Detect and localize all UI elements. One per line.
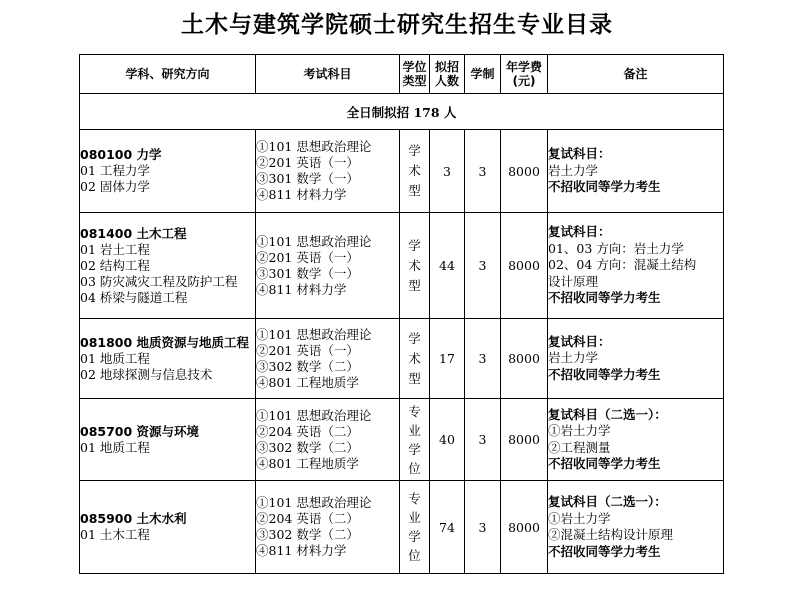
duration-cell: 3 (465, 399, 501, 481)
fee-cell: 8000 (501, 481, 548, 574)
fee-cell: 8000 (501, 130, 548, 213)
table-header-row (80, 55, 724, 94)
page-title: 土木与建筑学院硕士研究生招生专业目录 (181, 11, 613, 38)
header-degree-type: 学位 类型 (400, 55, 430, 94)
header-notes: 备注 (548, 55, 724, 94)
header-major: 学科、研究方向 (80, 55, 256, 94)
table-row (80, 399, 724, 481)
notes-cell: 复试科目（二选一）： ①岩土力学 ②混凝土结构设计原理 不招收同等学力考生 (548, 481, 724, 574)
exam-cell: ①101 思想政治理论 ②201 英语（一） ③302 数学（二） ④801 工程地质学 (256, 319, 400, 399)
exam-cell: ①101 思想政治理论 ②204 英语（二） ③302 数学（二） ④811 材料力学 (256, 481, 400, 574)
quota-cell: 40 (430, 399, 465, 481)
exam-cell: ①101 思想政治理论 ②201 英语（一） ③301 数学（一） ④811 材料力学 (256, 213, 400, 319)
table-row (80, 319, 724, 399)
quota-cell: 44 (430, 213, 465, 319)
section-title: 全日制拟招 178 人 (80, 94, 724, 130)
degree-type-cell: 学 术 型 (400, 319, 430, 399)
exam-cell: ①101 思想政治理论 ②204 英语（二） ③302 数学（二） ④801 工程地质学 (256, 399, 400, 481)
header-exam: 考试科目 (256, 55, 400, 94)
notes-cell: 复试科目（二选一）： ①岩土力学 ②工程测量 不招收同等学力考生 (548, 399, 724, 481)
duration-cell: 3 (465, 481, 501, 574)
duration-cell: 3 (465, 319, 501, 399)
table-row (80, 481, 724, 574)
fee-cell: 8000 (501, 319, 548, 399)
quota-cell: 3 (430, 130, 465, 213)
major-cell: 081400 土木工程 01 岩土工程 02 结构工程 03 防灾减灾工程及防护工程 04 桥梁与隧道工程 (80, 213, 256, 319)
quota-cell: 74 (430, 481, 465, 574)
notes-cell: 复试科目： 01、03 方向：岩土力学 02、04 方向：混凝土结构 设计原理 不招收同等学力考生 (548, 213, 724, 319)
major-cell: 080100 力学 01 工程力学 02 固体力学 (80, 130, 256, 213)
fee-cell: 8000 (501, 213, 548, 319)
degree-type-cell: 专 业 学 位 (400, 399, 430, 481)
header-duration: 学制 (465, 55, 501, 94)
degree-type-cell: 专 业 学 位 (400, 481, 430, 574)
section-row (80, 94, 724, 130)
quota-cell: 17 (430, 319, 465, 399)
major-cell: 081800 地质资源与地质工程 01 地质工程 02 地球探测与信息技术 (80, 319, 256, 399)
degree-type-cell: 学 术 型 (400, 213, 430, 319)
major-cell: 085900 土木水利 01 土木工程 (80, 481, 256, 574)
duration-cell: 3 (465, 130, 501, 213)
exam-cell: ①101 思想政治理论 ②201 英语（一） ③301 数学（一） ④811 材料力学 (256, 130, 400, 213)
header-quota: 拟招 人数 (430, 55, 465, 94)
table-row (80, 213, 724, 319)
fee-cell: 8000 (501, 399, 548, 481)
duration-cell: 3 (465, 213, 501, 319)
major-cell: 085700 资源与环境 01 地质工程 (80, 399, 256, 481)
table-row (80, 130, 724, 213)
notes-cell: 复试科目： 岩土力学 不招收同等学力考生 (548, 319, 724, 399)
degree-type-cell: 学 术 型 (400, 130, 430, 213)
major-catalog-table (79, 54, 724, 574)
header-fee: 年学费 (元) (501, 55, 548, 94)
notes-cell: 复试科目： 岩土力学 不招收同等学力考生 (548, 130, 724, 213)
